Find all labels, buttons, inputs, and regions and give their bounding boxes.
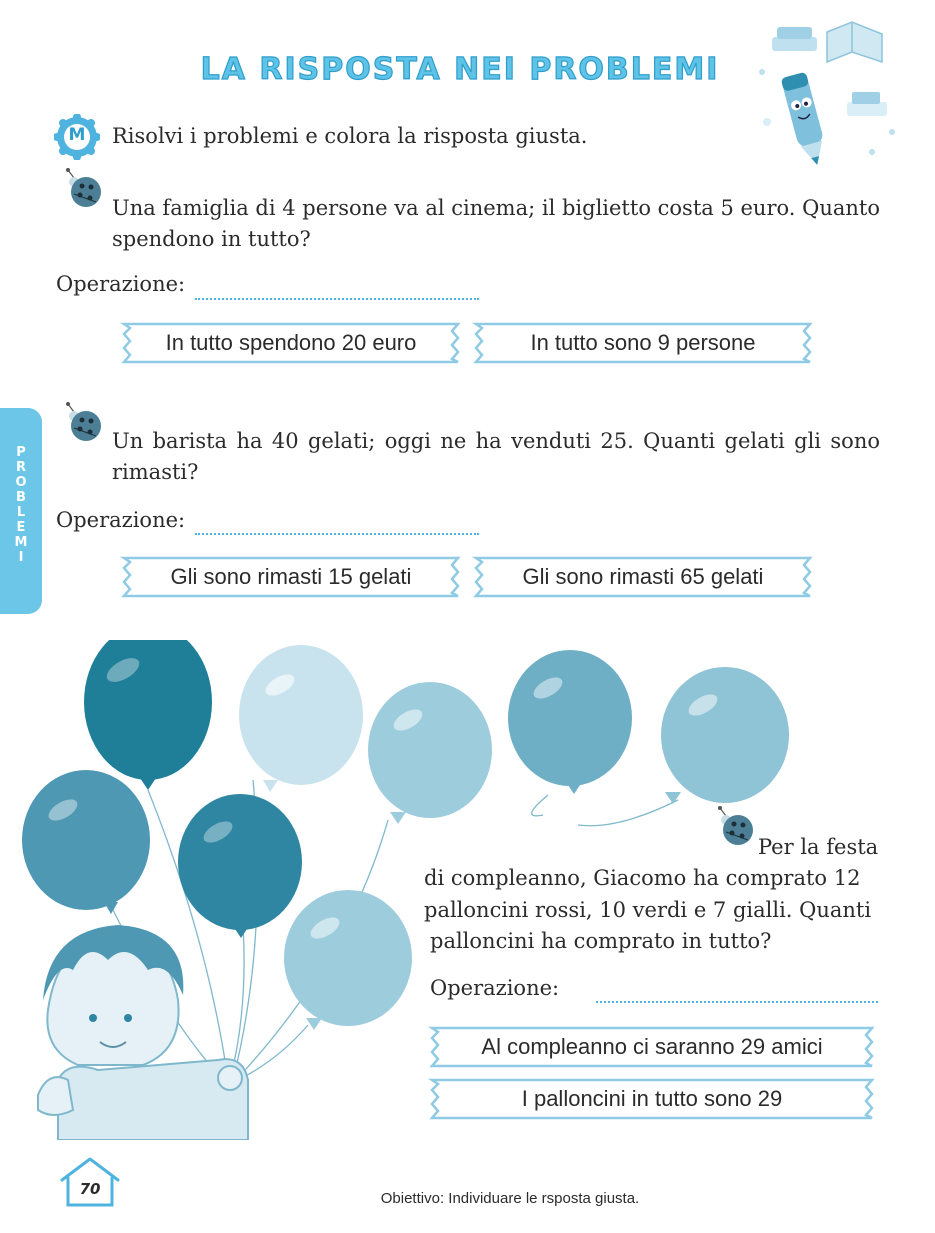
ladybug-icon — [60, 168, 104, 208]
answer-label: I palloncini in tutto sono 29 — [521, 1086, 783, 1111]
page-number: 70 — [79, 1180, 101, 1198]
operation-answer-line[interactable] — [195, 533, 479, 535]
answer-option[interactable] — [470, 322, 816, 364]
operation-label: Operazione: — [56, 272, 186, 296]
instruction-text: Risolvi i problemi e colora la risposta giusta. — [112, 124, 588, 148]
operation-answer-line[interactable] — [596, 1001, 878, 1003]
page-title: LA RISPOSTA NEI PROBLEMI — [200, 52, 720, 87]
m-badge-letter: M — [68, 125, 86, 145]
side-tab-label: PROBLEMI — [14, 445, 28, 565]
footer-objective: Obiettivo: Individuare le rsposta giusta. — [380, 1190, 640, 1207]
problem-2-text: Un barista ha 40 gelati; oggi ne ha venduti 25. Quanti gelati gli sono rimasti? — [112, 429, 880, 484]
answer-option[interactable] — [426, 1078, 878, 1120]
operation-label: Operazione: — [56, 508, 186, 532]
answer-option[interactable] — [426, 1026, 878, 1068]
answer-label: Gli sono rimasti 15 gelati — [170, 564, 412, 589]
problem-3-line-4: palloncini ha comprato in tutto? — [430, 929, 772, 953]
problem-3-line-1: Per la festa — [758, 835, 879, 859]
problem-3-line-3: palloncini rossi, 10 verdi e 7 gialli. Quanti — [424, 898, 872, 922]
problem-3-line-2: di compleanno, Giacomo ha comprato 12 — [424, 866, 861, 890]
answer-option[interactable] — [118, 556, 464, 598]
operation-answer-line[interactable] — [195, 298, 479, 300]
answer-option[interactable] — [470, 556, 816, 598]
answer-label: Gli sono rimasti 65 gelati — [522, 564, 764, 589]
problem-1-text: Una famiglia di 4 persone va al cinema; il biglietto costa 5 euro. Quanto spendono in tutto? — [112, 196, 880, 251]
answer-label: In tutto spendono 20 euro — [165, 330, 417, 355]
answer-option[interactable] — [118, 322, 464, 364]
ladybug-icon — [60, 402, 104, 442]
answer-label: In tutto sono 9 persone — [530, 330, 756, 355]
pencil-books-illustration — [752, 12, 902, 172]
ladybug-icon — [712, 806, 756, 846]
operation-label: Operazione: — [430, 976, 560, 1000]
answer-label: Al compleanno ci saranno 29 amici — [481, 1034, 823, 1059]
